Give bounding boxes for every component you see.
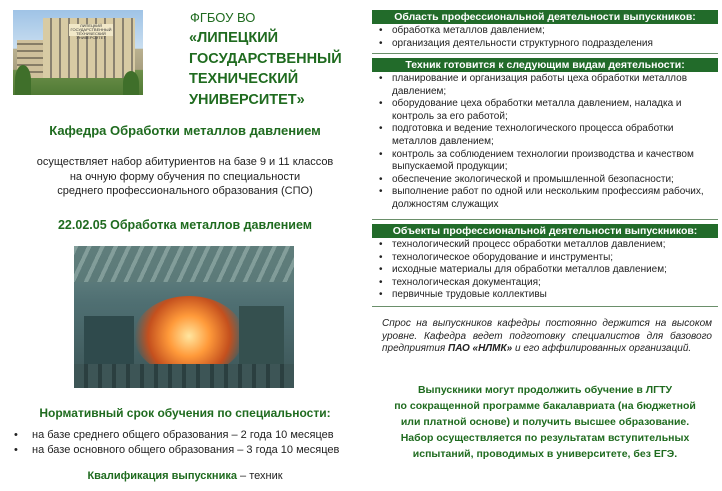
right-column [372,0,718,491]
list-item: • выполнение работ по одной или нескольким профессиям рабочих, должностям служащих [376,186,716,211]
divider [372,306,718,307]
company-name: ПАО «НЛМК» [448,343,513,355]
area-header: Область профессиональной деятельности выпускников: [372,10,718,24]
study-term-list [14,428,339,458]
list-item: • на базе основного общего образования – 3 года 10 месяцев [14,443,339,458]
description-line: среднего профессионального образования (СПО) [57,185,313,197]
demand-note [382,318,712,356]
qualification-value: – техник [236,470,283,482]
objects-header: Объекты профессиональной деятельности выпускников: [372,224,718,238]
department-title: Кафедра Обработки металлов давлением [49,123,321,138]
description-line: на очную форму обучения по специальности [69,170,301,183]
list-item: • планирование и организация работы цеха обработки металлов давлением; [376,73,716,98]
area-list [376,25,716,50]
note-text: Спрос на выпускников кафедры постоянно держится на высоком уровне. Кафедра ведет подготовку специалистов для базового предприятия [382,318,712,355]
study-term-title: Нормативный срок обучения по специальности: [39,406,331,420]
list-item: • технологическое оборудование и инструменты; [376,252,716,265]
divider [372,219,718,220]
objects-list [376,239,716,302]
list-item: • первичные трудовые коллективы [376,289,716,302]
divider [372,53,718,54]
org-type: ФГБОУ ВО [190,10,256,25]
list-item: • контроль за соблюдением технологии производства и качеством выпускаемой продукции; [376,149,716,174]
university-building-photo [13,10,143,95]
list-item: • организация деятельности структурного подразделения [376,38,716,51]
list-item: • на базе среднего общего образования – 2 года 10 месяцев [14,428,339,443]
list-item: • оборудование цеха обработки металла давлением, наладка и контроль за его работой; [376,98,716,123]
list-item: • обработка металлов давлением; [376,25,716,38]
rolling-mill-photo [74,246,294,388]
list-item: • технологическая документация; [376,277,716,290]
building-sign: ЛИПЕЦКИЙ ГОСУДАРСТВЕННЫЙ ТЕХНИЧЕСКИЙ УНИВЕРСИТЕТ [70,23,112,40]
specialty-code: 22.02.05 Обработка металлов давлением [57,218,313,232]
activities-header: Техник готовится к следующим видам деятельности: [372,58,718,72]
qualification-label: Квалификация выпускника [87,470,237,482]
list-item: • подготовка и ведение технологического процесса обработки металлов давлением; [376,123,716,148]
list-item: • обеспечение экологической и промышленной безопасности; [376,174,716,187]
list-item: • исходные материалы для обработки металлов давлением; [376,264,716,277]
list-item: • технологический процесс обработки металлов давлением; [376,239,716,252]
activities-list [376,73,716,212]
description-line: осуществляет набор абитуриентов на базе 9 и 11 классов [36,156,334,168]
qualification [0,470,370,482]
university-name: «ЛИПЕЦКИЙ ГОСУДАРСТВЕННЫЙ ТЕХНИЧЕСКИЙ УНИВЕРСИТЕТ» [189,30,342,108]
continuation-notice: Выпускники могут продолжить обучение в ЛГТУ по сокращенной программе бакалавриата (на бюджетной или платной основе) и получить высшее образование. Набор осуществляется по результатам вступительных испытаний, проводимых в университете, без ЕГЭ. [394,384,696,460]
admission-description [0,155,370,199]
note-text-end: и его аффилированных организаций. [512,343,692,355]
